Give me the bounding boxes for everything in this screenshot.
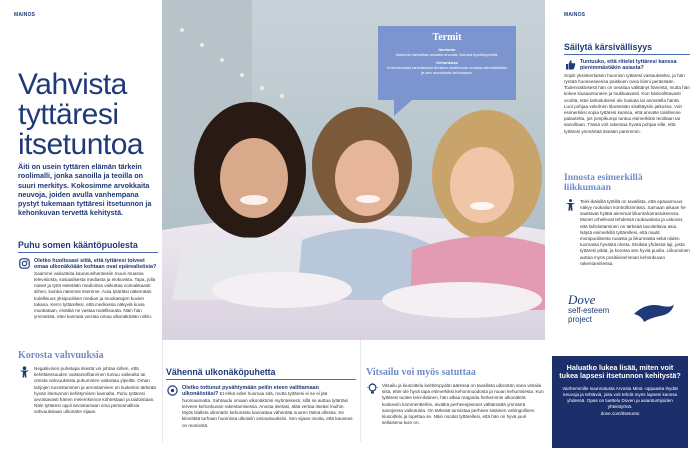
patience-body: Sopiit yksinkertaisen huomion tyttäresi vastaukseksi, ja hän ryntää huoneeseensa paiskoen ovea kiinni perässään. Todennäköisesti hän on oeotitua välittänyt hänestä, mutta hän kokee kiusaantuneen ja loukkaavasti. Kun käsioolittavasti ocoiltä, ettei tarkoituksesi ole loukata tai arvostella häntä. Luot pohjaa vekolnen tilantestän sisältäysiin jatkossa. Voit esimerkiksi sopia tyttäresi kanssa, että annatte toisillenne palautetta, jos jompikumpi tuntuu esimerkiksi teoiltaan tai sanoiltaan. Tässä voit rakentaa hyvää pohjaa sille, että tyttäresi ymmärtää itseään paremmin. [564, 72, 690, 134]
patience-section [564, 42, 690, 135]
term-2-definition: Kehonkuvalla tarkoitetaan ihmisen mielikuvaa omasta ulkonäöstään ja sen muodoista kehossaan. [386, 65, 508, 75]
lightbulb-icon [366, 383, 378, 395]
person-icon [18, 366, 30, 378]
intro-paragraph: Äiti on usein tyttären elämän tärkein roolimalli, jonka sanoilla ja teoilla on suuri merkitys. Kokosimme arvokkaita neuvoja, joiden avulla vanhempana pystyt tukemaan tyttäresi itsetunnon ja kehonkuvan tervettä kehitystä. [18, 162, 152, 218]
joking-heading: Vitsailu voi myös satuttaa [366, 367, 476, 378]
social-body: Saamme vaikutteita kauneusihanteisiin muun muassa televisiosta, sosiaalisesta mediasta ja elokuvista. Tapa, jolla naiset ja tytöt esitetään medioissa vaikuttaa voimakkaasti siihen, kuinka näemme itsemme. Auta tytärtäsi näkemään todellisuus yksipuolisen median ja muokattujen kuvien takana. Kerro tyttärellesi, että medioissa näkyviä kuvia muokataan, eivätkä ne vastaa todellisuutta. Näin hän ymmärtää, ettei kannata verrata omaa ulkonäköään niihin. [34, 270, 156, 320]
term-1-definition: Itsetunto tarkoittaa omasta arvosta, itsensä hyväksymistä. [395, 52, 499, 57]
dove-logo [568, 294, 688, 324]
callout-heading: Haluatko lukea lisää, miten voit tukea lapsesi itsetunnon kehitystä? [559, 363, 681, 381]
mirror-icon [166, 385, 178, 397]
terms-title: Termit [432, 32, 462, 43]
brand-tagline: self-esteem project [568, 306, 610, 324]
example-heading: Innosta esimerkillä liikkumaan [564, 172, 643, 194]
example-body: Teini-ikäisillä tytöillä on tavallista, että epävarmuus näkyy ruokailun kontrolloinnissa. Samaan aikaan he saattavat hylätä aiemmat liikuntaharrastuksensa. Monet urheilevat tehdessä ruokavaliota ja uskovat, että laihduttaminen on tärkeää tavoiteltava asia. Näytä esimerkillä tyttärellesi, että nautit monipuolisesta ruoasta ja liikunnasta sekä niiden tuomasta hyvästä olosta. Etsikää yhdessä laji, josta tyttäresi pitää, ja korosta sen hyviä puolia. Liikunninen auttaa myös positiivisemman kehonkuvan rakentamisessa. [580, 198, 690, 266]
callout-link[interactable]: dove.com/itsetunto [600, 410, 640, 416]
social-lead: Oletko huolissasi siitä, että tyttäresi toiveet omaa ulkonäköään kohtaan ovat epärealistisia? [34, 258, 157, 271]
thumbs-up-icon [564, 59, 576, 71]
page-title: Vahvista tyttäresi itsetuntoa [18, 68, 144, 161]
ad-label-right: MAINOS [564, 12, 586, 18]
joking-section [366, 367, 544, 426]
brand-name: Dove [568, 292, 596, 307]
divider [162, 340, 163, 442]
running-person-icon [564, 199, 576, 211]
social-section [18, 240, 158, 320]
strengths-body: Negatiivinen puhetapa itsestä voi johtaa siihen, että kehittäessuuden vaistarsofitarvinen tuntuu vaikealta tai omista vahvuuksista puhuminen vaikuttaa ylpeiltä. Oman lahjojen tunnistaminen ja arvostaminen on kuitenkin tärkeää hyvän itsetunnon kehittymisen kannalta. Puhu tyttäresi arvostavasti hänen meiemkinnon kohtestaan ja taidoistaan. Näin tyttäresi oppii arvostamaan oma persoonallisia vahvuuksiaan ulkonäön sijaan. [34, 366, 156, 415]
divider [360, 340, 361, 442]
callout-box [552, 356, 688, 448]
callout-body: Vanhemmille suunnatusta Arvosta Minä -oppaasta löydät neuvoja ja tehtäviä, joita voit tehdä myös lapsesi kanssa yhdessä. Opas on luettelu Doven ja asiantuntijoiden yhteistyönä. [562, 385, 678, 409]
social-heading: Puhu somen kääntöpuolesta [18, 240, 158, 253]
strengths-heading: Korosta vahvuuksia [18, 350, 104, 361]
appearance-lead: Oletko tottunut pysähtymään peilin eteen valittamaan ulkonäöstäsi? [182, 385, 319, 398]
appearance-heading: Vähennä ulkonäköpuhetta [166, 367, 356, 380]
appearance-body: Et ehkä edes huomaa sitä, mutta tyttäresi ei se ei jää huomaamatta. Suhtaudu omaan ulkonäköösi myönteisesti, sillä se auttaa tytärtäsi terveen kehonkuvan rakentamisessa. Anosta itsetasi, älää vertaa itseäsi muihin. Myös tilalleta ulkonäön kehumista kannattaa vähentää nuoren läsnä ollessa. Se kiinnittää turhaan huomiota ulkoisiin ominaisuuksiin. Sen sijaan osoita, että kauneus on moniestä. [182, 391, 353, 428]
ad-label-left: MAINOS [14, 12, 36, 18]
terms-bubble [378, 26, 516, 100]
patience-lead: Tuntuuko, että riitelet tyttäresi kanssa pienimmästäkin asiasta? [580, 59, 677, 72]
joking-body: Vitsailu ja kiusoittelu keittiönpydän ääressä on tavallista ulkonäön sana vitsailu siitä, ettei ole hyvä tapa esimerkiksi kehonmuodosta ja ruoan kehumisesta. Kun tyttäresi tuolee teini-ikäinen, hän alkaa reagoida herkemmin ulkonäköä koskeviin kommentteihin, eivätkä perheenjäsenet välttämättä ymmärrä sanojensa vaikutusta. On tärkeää tunnistaa perheen sisäinen vahingollinen kiusoittelu ja lopettaa se. Näin osoitat tyttärellesi, että hän on hyvä juuri sellaisena kuin on. [382, 383, 544, 426]
term-1: Itsetunto [438, 47, 456, 52]
instagram-icon [18, 258, 30, 270]
term-2: Kehonkuva [436, 60, 458, 65]
dove-bird-icon [632, 300, 676, 324]
appearance-section [166, 367, 356, 429]
patience-heading: Säilytä kärsivällisyys [564, 42, 690, 55]
strengths-section [18, 350, 158, 416]
example-section [564, 173, 690, 267]
